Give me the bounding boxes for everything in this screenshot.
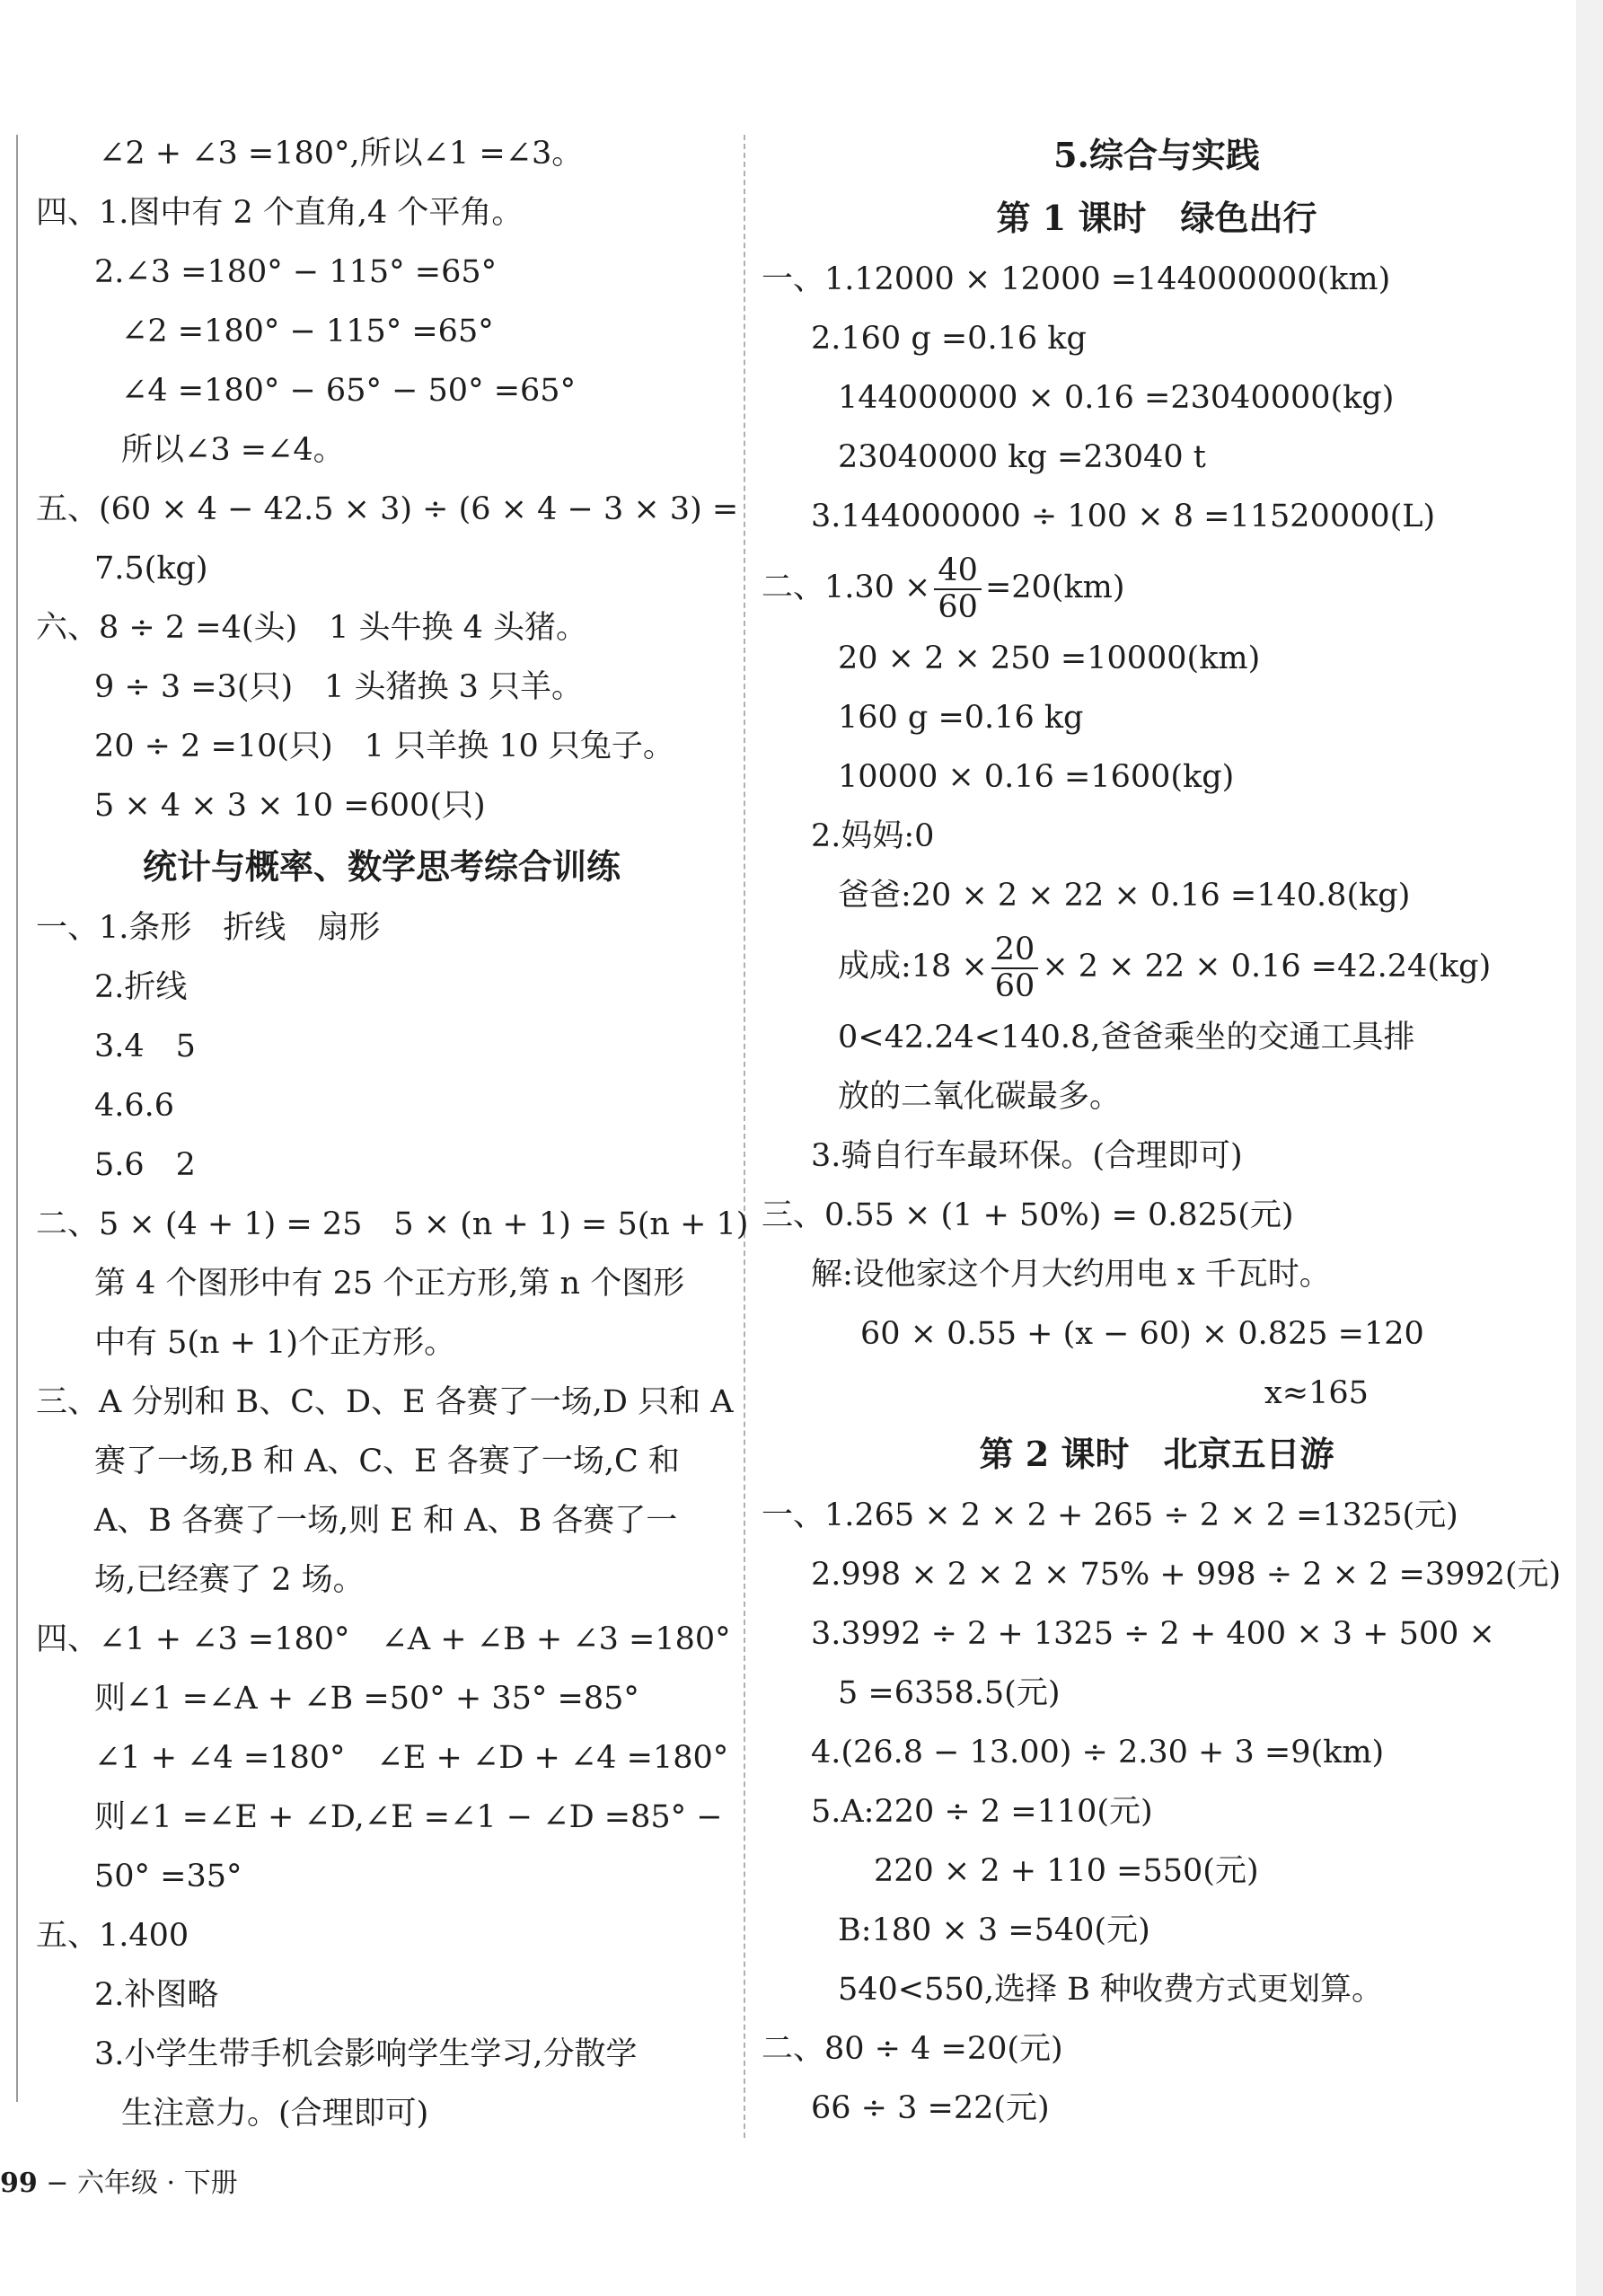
answer-line: 二、5 × (4 + 1) = 25 5 × (n + 1) = 5(n + 1) (36, 1206, 749, 1242)
section-heading: 统计与概率、数学思考综合训练 (142, 846, 621, 887)
answer-line: 五、1.400 (36, 1918, 189, 1954)
answer-line: 四、∠1 + ∠3 =180° ∠A + ∠B + ∠3 =180° (36, 1621, 731, 1657)
answer-line: 220 × 2 + 110 =550(元) (874, 1853, 1259, 1889)
answer-line: 3.144000000 ÷ 100 × 8 =11520000(L) (811, 499, 1436, 534)
expr-after-fraction: =20(km) (984, 570, 1125, 605)
answer-line: 六、8 ÷ 2 =4(头) 1 头牛换 4 头猪。 (36, 610, 588, 646)
answer-line: 20 × 2 × 250 =10000(km) (838, 640, 1261, 676)
answer-line: 0<42.24<140.8,爸爸乘坐的交通工具排 (838, 1020, 1415, 1055)
fraction-denominator: 60 (938, 588, 978, 625)
answer-line: 一、1.12000 × 12000 =144000000(km) (762, 261, 1391, 297)
answer-line: 二、80 ÷ 4 =20(元) (762, 2031, 1063, 2067)
answer-line: ∠4 =180° − 65° − 50° =65° (121, 373, 577, 409)
answer-line: 一、1.265 × 2 × 2 + 265 ÷ 2 × 2 =1325(元) (762, 1497, 1458, 1533)
answer-line: ∠2 =180° − 115° =65° (121, 313, 494, 349)
answer-line: 则∠1 =∠A + ∠B =50° + 35° =85° (94, 1681, 639, 1717)
section-heading: 第 2 课时 北京五日游 (979, 1434, 1334, 1474)
answer-line-fraction (762, 925, 1552, 1008)
answer-line: 第 4 个图形中有 25 个正方形,第 n 个图形 (94, 1266, 685, 1302)
section-heading: 第 1 课时 绿色出行 (996, 198, 1317, 238)
answer-line: 爸爸:20 × 2 × 22 × 0.16 =140.8(kg) (838, 878, 1411, 914)
answer-line: 540<550,选择 B 种收费方式更划算。 (838, 1972, 1384, 2008)
answer-line: 2.补图略 (94, 1977, 219, 2013)
expr-before-fraction: 成成:18 × (838, 949, 988, 985)
answer-line: 场,已经赛了 2 场。 (94, 1562, 365, 1598)
answer-line: 144000000 × 0.16 =23040000(kg) (838, 380, 1395, 416)
answer-line: 5 =6358.5(元) (838, 1675, 1061, 1711)
answer-line: x≈165 (1264, 1375, 1369, 1411)
answer-line: 赛了一场,B 和 A、C、E 各赛了一场,C 和 (94, 1444, 680, 1479)
scan-margin (1576, 0, 1603, 2296)
footer-dash: − (46, 2168, 69, 2199)
fraction-denominator: 60 (994, 967, 1035, 1004)
answer-line: 4.(26.8 − 13.00) ÷ 2.30 + 3 =9(km) (811, 1735, 1385, 1771)
answer-line: 2.∠3 =180° − 115° =65° (94, 254, 498, 290)
answer-line: 23040000 kg =23040 t (838, 439, 1206, 475)
answer-line: 五、(60 × 4 − 42.5 × 3) ÷ (6 × 4 − 3 × 3) = (36, 491, 739, 527)
answer-line: 3.骑自行车最环保。(合理即可) (811, 1138, 1243, 1174)
fraction (991, 932, 1039, 1003)
answer-line: 5 × 4 × 3 × 10 =600(只) (94, 788, 486, 824)
answer-line: 5.6 2 (94, 1147, 196, 1183)
answer-line: 2.妈妈:0 (811, 818, 935, 854)
answer-line: 3.3992 ÷ 2 + 1325 ÷ 2 + 400 × 3 + 500 × (811, 1616, 1495, 1652)
answer-line: 60 × 0.55 + (x − 60) × 0.825 =120 (860, 1316, 1424, 1352)
answer-line: B:180 × 3 =540(元) (838, 1912, 1150, 1948)
answer-line: 三、A 分别和 B、C、D、E 各赛了一场,D 只和 A (36, 1384, 734, 1420)
fraction-numerator: 40 (934, 553, 982, 590)
fraction (934, 553, 982, 624)
answer-line: 三、0.55 × (1 + 50%) = 0.825(元) (762, 1197, 1294, 1233)
expr-before-fraction: 二、1.30 × (762, 570, 931, 605)
answer-line: 则∠1 =∠E + ∠D,∠E =∠1 − ∠D =85° − (94, 1799, 723, 1835)
answer-line: 160 g =0.16 kg (838, 700, 1084, 736)
page-footer (0, 2160, 238, 2200)
left-column (36, 124, 749, 2143)
answer-line: ∠2 + ∠3 =180°,所以∠1 =∠3。 (99, 136, 584, 172)
right-column (762, 124, 1562, 2138)
answer-line: 生注意力。(合理即可) (121, 2096, 429, 2132)
answer-line: 66 ÷ 3 =22(元) (811, 2090, 1050, 2126)
answer-line: 2.160 g =0.16 kg (811, 321, 1087, 357)
answer-line: 一、1.条形 折线 扇形 (36, 910, 381, 946)
answer-line: 10000 × 0.16 =1600(kg) (838, 759, 1235, 795)
answer-line: 四、1.图中有 2 个直角,4 个平角。 (36, 195, 524, 231)
answer-line: 50° =35° (94, 1859, 242, 1894)
answer-line: 3.4 5 (94, 1029, 196, 1064)
answer-line: 2.折线 (94, 969, 188, 1005)
answer-line: 放的二氧化碳最多。 (838, 1079, 1122, 1115)
column-divider (744, 135, 745, 2138)
fraction-numerator: 20 (991, 932, 1039, 969)
answer-line: ∠1 + ∠4 =180° ∠E + ∠D + ∠4 =180° (94, 1740, 729, 1776)
section-heading: 5.综合与实践 (1053, 135, 1260, 175)
answer-line: 9 ÷ 3 =3(只) 1 头猪换 3 只羊。 (94, 669, 584, 705)
answer-line: A、B 各赛了一场,则 E 和 A、B 各赛了一 (94, 1503, 678, 1539)
answer-line: 解:设他家这个月大约用电 x 千瓦时。 (811, 1257, 1331, 1293)
answer-line-fraction (762, 546, 1552, 629)
answer-line: 5.A:220 ÷ 2 =110(元) (811, 1794, 1153, 1830)
grade-label: 六年级 · 下册 (76, 2168, 238, 2199)
page-edge-line (16, 135, 18, 2102)
answer-line: 3.小学生带手机会影响学生学习,分散学 (94, 2036, 638, 2072)
page-number: 99 (0, 2168, 38, 2199)
answer-line: 中有 5(n + 1)个正方形。 (94, 1325, 456, 1361)
answer-line: 20 ÷ 2 =10(只) 1 只羊换 10 只兔子。 (94, 729, 674, 764)
answer-line: 所以∠3 =∠4。 (121, 432, 345, 468)
answer-line: 7.5(kg) (94, 551, 208, 587)
answer-line: 2.998 × 2 × 2 × 75% + 998 ÷ 2 × 2 =3992(元) (811, 1557, 1562, 1593)
expr-after-fraction: × 2 × 22 × 0.16 =42.24(kg) (1042, 949, 1492, 985)
answer-line: 4.6.6 (94, 1088, 175, 1124)
